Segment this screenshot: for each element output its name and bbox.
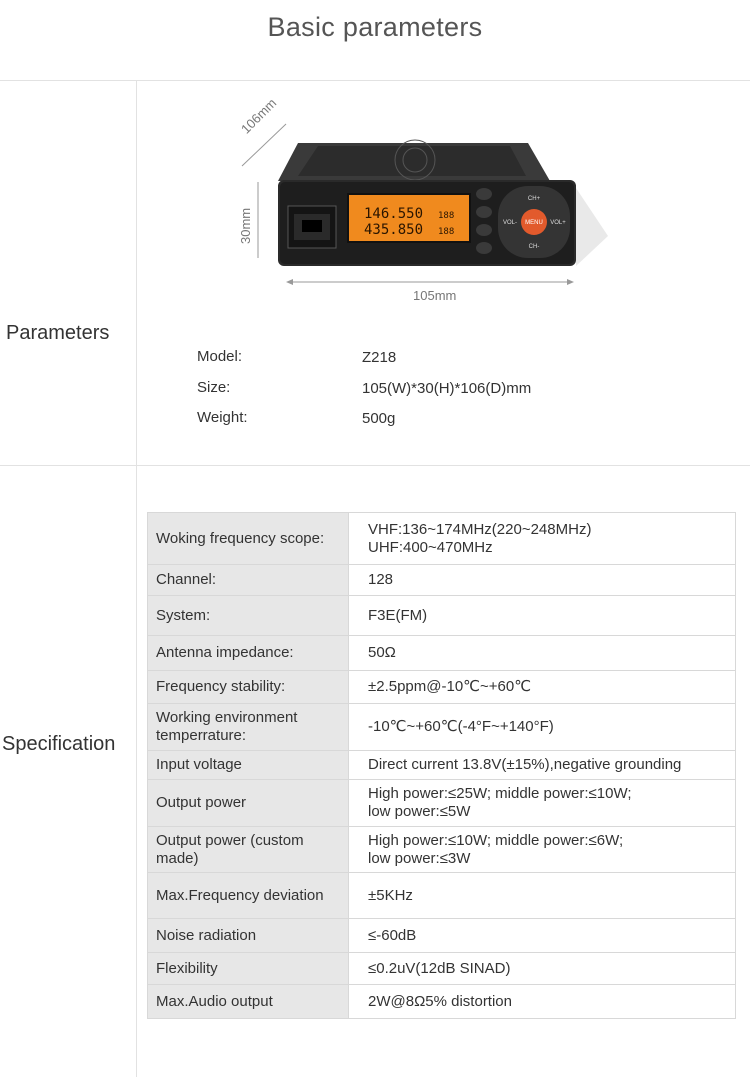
spec-key: Max.Audio output <box>148 985 349 1019</box>
spec-value: F3E(FM) <box>349 596 736 636</box>
screen-suffix-2: 188 <box>438 227 455 237</box>
spec-key: Max.Frequency deviation <box>148 873 349 919</box>
spec-value: ≤0.2uV(12dB SINAD) <box>349 953 736 985</box>
table-row <box>148 565 736 596</box>
table-row <box>148 636 736 671</box>
ch-down-label: CH- <box>528 244 540 250</box>
spec-value: 128 <box>349 565 736 596</box>
vol-down-label: VOL- <box>502 220 518 226</box>
param-size-value: 105(W)*30(H)*106(D)mm <box>362 380 532 397</box>
spec-value <box>349 513 736 565</box>
spec-key: Flexibility <box>148 953 349 985</box>
spec-value: -10℃~+60℃(-4°F~+140°F) <box>349 704 736 751</box>
spec-value: ≤-60dB <box>349 919 736 953</box>
table-row <box>148 953 736 985</box>
menu-label: MENU <box>525 220 543 226</box>
specification-table <box>147 512 736 1019</box>
radio-illustration <box>230 108 610 308</box>
spec-key: System: <box>148 596 349 636</box>
spec-value <box>349 780 736 827</box>
width-label: 105mm <box>413 288 457 303</box>
spec-key: Working environment temperrature: <box>148 704 349 751</box>
divider-vertical <box>136 80 137 1077</box>
spec-value-line1: VHF:136~174MHz(220~248MHz) <box>368 520 592 538</box>
param-size-label: Size: <box>197 379 231 396</box>
spec-key: Output power <box>148 780 349 827</box>
divider-top <box>0 80 750 81</box>
table-row <box>148 596 736 636</box>
spec-key: Antenna impedance: <box>148 636 349 671</box>
device-image <box>230 95 610 308</box>
height-label: 30mm <box>238 207 253 244</box>
table-row <box>148 671 736 704</box>
table-row <box>148 919 736 953</box>
spec-value: 2W@8Ω5% distortion <box>349 985 736 1019</box>
spec-value: ±5KHz <box>349 873 736 919</box>
screen-line2: 435.850 <box>364 222 424 238</box>
spec-value: Direct current 13.8V(±15%),negative grounding <box>349 751 736 780</box>
spec-key: Channel: <box>148 565 349 596</box>
spec-value-line1: High power:≤10W; middle power:≤6W; <box>368 831 624 849</box>
table-row <box>148 827 736 873</box>
page-title: Basic parameters <box>267 12 483 42</box>
ch-up-label: CH+ <box>527 196 541 202</box>
table-row <box>148 704 736 751</box>
depth-label: 106mm <box>238 95 280 137</box>
screen-suffix-1: 188 <box>438 211 455 221</box>
table-row <box>148 780 736 827</box>
spec-value-line2: low power:≤3W <box>368 849 471 867</box>
spec-value-line2: UHF:400~470MHz <box>368 538 493 556</box>
spec-value: ±2.5ppm@-10℃~+60℃ <box>349 671 736 704</box>
divider-middle <box>0 465 750 466</box>
vol-up-label: VOL+ <box>550 220 566 226</box>
parameters-section-label: Parameters <box>6 322 110 344</box>
specification-section-label: Specification <box>2 733 116 755</box>
table-row <box>148 873 736 919</box>
spec-value <box>349 827 736 873</box>
spec-key: Output power (custom made) <box>148 827 349 873</box>
spec-value: 50Ω <box>349 636 736 671</box>
spec-key: Woking frequency scope: <box>148 513 349 565</box>
screen-line1: 146.550 <box>364 206 424 222</box>
param-weight-label: Weight: <box>197 409 248 426</box>
spec-key: Noise radiation <box>148 919 349 953</box>
spec-value-line1: High power:≤25W; middle power:≤10W; <box>368 785 632 802</box>
param-model-value: Z218 <box>362 349 397 366</box>
spec-key: Input voltage <box>148 751 349 780</box>
param-model-label: Model: <box>197 348 243 365</box>
table-row <box>148 751 736 780</box>
spec-key: Frequency stability: <box>148 671 349 704</box>
param-weight-value: 500g <box>362 410 396 427</box>
table-row <box>148 513 736 565</box>
spec-value-line2: low power:≤5W <box>368 803 471 820</box>
table-row <box>148 985 736 1019</box>
